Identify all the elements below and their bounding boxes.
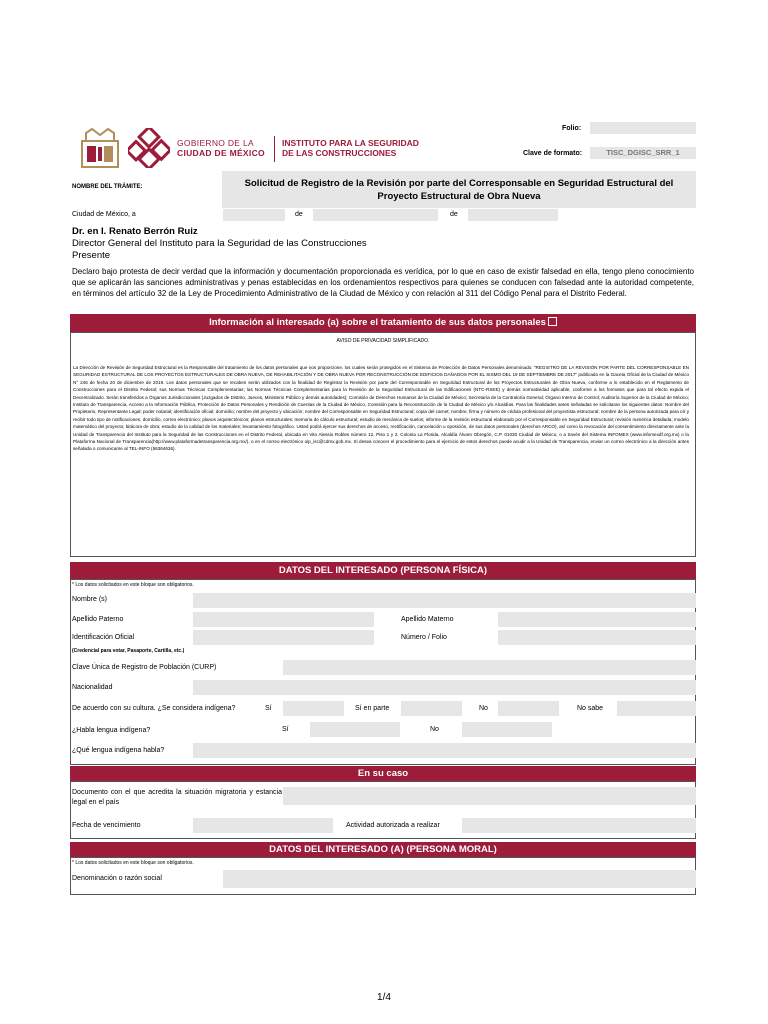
nombre-field[interactable] [193,593,696,608]
folio-field[interactable] [590,122,696,134]
lengua-question: ¿Habla lengua indígena? [72,727,151,734]
identificacion-label: Identificación Oficial [72,634,135,641]
fisica-header: DATOS DEL INTERESADO (PERSONA FÍSICA) [70,562,696,579]
page-number: 1/4 [377,992,391,1003]
clave-label: Clave de formato: [523,150,583,157]
privacy-header [70,314,696,332]
privacy-box [70,332,696,557]
fecha-vencimiento-field[interactable] [193,818,333,833]
cual-lengua-label: ¿Qué lengua indígena habla? [72,747,165,754]
header-divider [274,136,275,162]
indigena-si-label: Sí [265,705,272,712]
lengua-no-label: No [430,726,439,733]
fisica-note: * Los datos solicitados en este bloque son obligatorios. [72,582,194,588]
year-field[interactable] [468,209,558,221]
cdmx-shield-logo [80,127,120,169]
nacionalidad-field[interactable] [193,680,696,695]
nombre-label: Nombre (s) [72,596,108,603]
declaration-text: Declaro bajo protesta de decir verdad que la información y documentación proporcionada es verídica, por lo que en caso de existir falsedad en ella, tengo pleno conocimiento que se aplicarán las sanciones administrativas y penas establecidas en los ordenamientos respectivos para quienes se conducen con falsedad ante la autoridad competente, en términos del artículo 32 de la Ley de Procedimiento Administrativo de la Ciudad de México y con relación al 311 del Código Penal para el Distrito Federal. [72,267,694,298]
city-label: Ciudad de México, a [72,211,136,218]
moral-note: * Los datos solicitados en este bloque son obligatorios. [72,860,194,866]
actividad-label: Actividad autorizada a realizar [346,822,440,829]
lengua-si-field[interactable] [310,722,400,737]
de-label-1: de [295,211,303,218]
indigena-si-en-parte-field[interactable] [401,701,462,716]
indigena-si-field[interactable] [283,701,344,716]
de-label-2: de [450,211,458,218]
en-su-caso-header: En su caso [70,766,696,781]
indigena-si-en-parte-label: Sí en parte [355,705,390,712]
moral-header: DATOS DEL INTERESADO (A) (PERSONA MORAL) [70,842,696,857]
curp-label: Clave Única de Registro de Población (CURP) [72,664,217,671]
ap-paterno-field[interactable] [193,612,374,627]
fecha-vencimiento-label: Fecha de vencimiento [72,822,141,829]
nacionalidad-label: Nacionalidad [72,684,113,691]
indigena-no-sabe-label: No sabe [577,705,604,712]
gov-name [177,138,265,158]
cual-lengua-field[interactable] [193,743,696,758]
clave-field [590,147,696,159]
tramite-title: Solicitud de Registro de la Revisión por parte del Corresponsable en Seguridad Estructural del Proyecto Estructural de Obra Nueva [244,177,674,202]
privacy-body: La Dirección de Revisión de Seguridad Estructural es la Responsable del tratamiento de los datos personales que nos proporcione, los cuales serán protegidos en el Sistema de Protección de Datos Personales denominado: "REGISTRO DE LA REVISIÓN POR PARTE DEL CORRESPONSABLE EN SEGURIDAD ESTRUCTURAL DE LOS PROYECTOS ESTRUCTURALES DE OBRA NUEVA, DE REHABILITACIÓN Y DE OBRA NUEVA POR RECONSTRUCCIÓN DE EDIFICIOS DAÑADOS POR EL SISMO DEL 19 DE SEPTIEMBRE DE 2017" publicado en la Gaceta Oficial de la Ciudad de México N° 246 de fecha 20 de diciembre de 2019. Los datos personales que se recaben serán utilizados con la finalidad de Registrar la Revisión por parte del Corresponsable en Seguridad Estructural de los Proyectos Estructurales de Obra Nueva, conforme a lo establecido en el Reglamento de Construcciones para el Distrito Federal; sus Normas Técnicas Complementarias; las Normas Técnicas Complementarias para la Revisión de la Seguridad Estructural de las Edificaciones (NTC-RSEE) y demás normatividad aplicable, conforme a los formatos que para tal efecto expida el Decentralizado. Serán transferidos a Órganos Jurisdiccionales (Juzgados de Distrito, Jueces, Ministerio Público y demás autoridades); Comisión de Derechos Humanos de la Ciudad de México; Secretaría de la Contraloría General; Órgano Interno de Control; Auditoría Superior de la Ciudad de México; Instituto de Transparencia, Acceso a la Información Pública, Protección de Datos Personales y Rendición de Cuentas de la Ciudad de México, Comisión para la Reconstrucción de la Ciudad de México y/o Alcaldías. Para las finalidades antes señaladas se solicitaran los siguientes datos: Nombre del Propietario, Representante Legal; poder notarial; identificación oficial; domicilio; nombre del proyecto y ubicación; nombre del Corresponsable en Seguridad Estructural; copia del carnet; nombre, firma y número de cédula profesional del proyectista estructural; nombre de la persona autorizada para oír y recibir todo tipo de notificaciones, domicilio, correo electrónico; planos arquitectónicos; planos estructurales; memoria de cálculo estructural; estudio de mecánica de suelos; informe de la revisión estructural elaborado por el Corresponsable en Seguridad Estructural; revisión numérica detallada; modelo matemático del proyecto; bitácora de obra; estudio de la calidad de los materiales; levantamiento fotográfico. Usted podrá ejercer sus derechos de acceso, rectificación, cancelación u oposición, de sus datos personales (derechos ARCO), así como la revocación del consentimiento directamente ante la Unidad de Transparencia del Instituto para la Seguridad de las Construcciones en el Distrito Federal, ubicada en Vito Alessio Robles número 12, Piso 1 y 2, Colonia La Florida, Alcaldía Álvaro Obregón, C.P. 01030 Ciudad de México, o a través del Sistema INFOMEX (www.infomexdf.org.mx) o la Plataforma Nacional de Transparencia(http://www.plataformadetransparencia.org.mx/), o en el correo electrónico oip_isc@cdmx.gob.mx. Si desea conocer el procedimiento para el ejercicio de estos derechos puede acudir a la Unidad de Transparencia, enviar un correo electrónico a la dirección antes señalada o comunicarse al TEL-INFO (56364636). [73,365,689,452]
lengua-no-field[interactable] [462,722,552,737]
privacy-subtitle: AVISO DE PRIVACIDAD SIMPLIFICADO. [336,338,430,344]
denominacion-field[interactable] [223,870,696,888]
credencial-note: (Credencial para votar, Pasaporte, Cartilla, etc.) [72,648,185,654]
inst-line2: DE LAS CONSTRUCCIONES [282,148,397,158]
documento-field[interactable] [283,787,696,805]
identificacion-field[interactable] [193,630,374,645]
gov-line2: CIUDAD DE MÉXICO [177,148,265,158]
actividad-field[interactable] [462,818,696,833]
month-field[interactable] [313,209,438,221]
indigena-question: De acuerdo con su cultura. ¿Se considera indígena? [72,705,236,712]
ap-materno-label: Apellido Materno [401,616,454,623]
curp-field[interactable] [283,660,696,675]
lengua-si-label: Sí [282,726,289,733]
ap-paterno-label: Apellido Paterno [72,616,124,623]
addressee-presente: Presente [72,250,111,261]
numero-folio-label: Número / Folio [401,634,447,641]
folio-label: Folio: [562,125,582,132]
tramite-label: NOMBRE DEL TRÁMITE: [72,184,143,190]
checkbox-icon [548,317,557,326]
clave-value: TISC_DGISC_SRR_1 [606,148,680,157]
tramite-title-box [222,171,696,208]
gov-line1: GOBIERNO DE LA [177,138,254,148]
institute-name [282,138,419,158]
inst-line1: INSTITUTO PARA LA SEGURIDAD [282,138,419,148]
addressee-position: Director General del Instituto para la Seguridad de las Construcciones [72,238,367,249]
indigena-no-label: No [479,705,488,712]
indigena-no-field[interactable] [498,701,559,716]
documento-label: Documento con el que acredita la situación migratoria y estancia legal en el país [72,789,282,806]
indigena-no-sabe-field[interactable] [617,701,696,716]
addressee-name: Dr. en I. Renato Berrón Ruiz [72,226,198,237]
privacy-header-text: Información al interesado (a) sobre el tratamiento de sus datos personales [209,317,546,328]
day-field[interactable] [223,209,285,221]
denominacion-label: Denominación o razón social [72,875,162,882]
ap-materno-field[interactable] [498,612,696,627]
cdmx-emblem-logo [128,128,170,168]
numero-folio-field[interactable] [498,630,696,645]
